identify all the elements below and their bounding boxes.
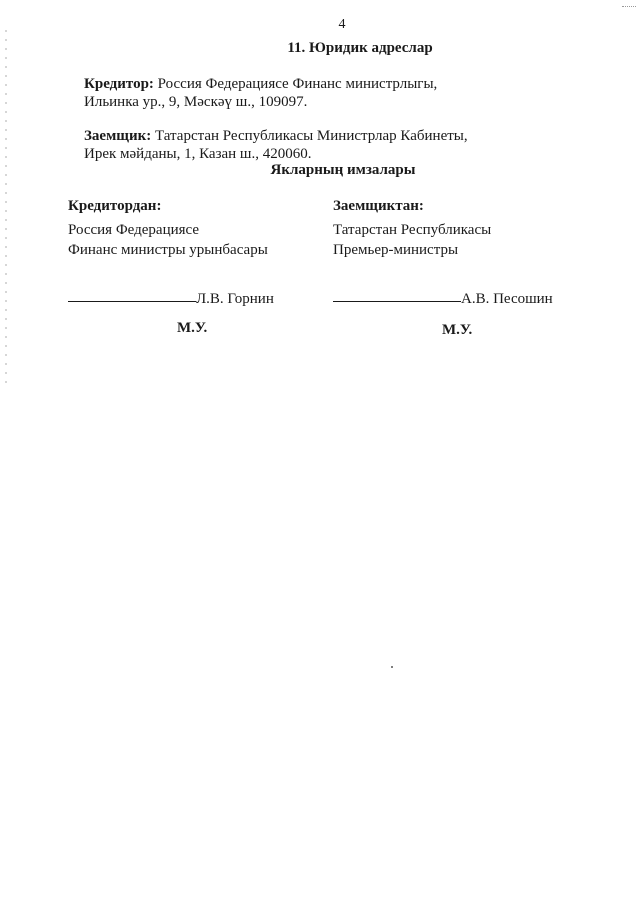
creditor-signatory-title <box>68 220 268 260</box>
scan-artifact-dot <box>391 666 393 668</box>
borrower-address-line1 <box>84 127 468 145</box>
creditor-address-line2: Ильинка ур., 9, Мәскәү ш., 109097. <box>84 94 308 110</box>
creditor-address-line1 <box>84 75 437 93</box>
section-title: 11. Юридик адреслар <box>287 40 433 56</box>
borrower-signatory-heading: Заемщиктан: <box>333 198 424 214</box>
margin-binding-marks <box>5 30 7 390</box>
creditor-org: Россия Федерациясе Финанс министрлыгы, <box>153 76 438 92</box>
signatures-title: Якларның имзалары <box>270 162 416 178</box>
borrower-signatory-title-line1: Татарстан Республикасы <box>333 222 492 238</box>
borrower-signature-rule <box>333 300 461 302</box>
creditor-signatory-title-line1: Россия Федерациясе <box>68 222 200 238</box>
borrower-signatory-title-line2: Премьер-министры <box>333 242 459 258</box>
creditor-stamp-placeholder: М.У. <box>177 320 208 336</box>
borrower-org: Татарстан Республикасы Министрлар Кабинеты, <box>151 128 468 144</box>
creditor-label: Кредитор: <box>84 76 154 92</box>
borrower-signatory-title <box>333 220 491 260</box>
borrower-address <box>84 127 468 163</box>
borrower-address-line2: Ирек мәйданы, 1, Казан ш., 420060. <box>84 146 312 162</box>
borrower-label: Заемщик: <box>84 128 152 144</box>
borrower-signatory-name: А.В. Песошин <box>461 291 553 307</box>
creditor-signatory-heading: Кредитордан: <box>68 198 162 214</box>
borrower-stamp-placeholder: М.У. <box>442 322 473 338</box>
corner-mark <box>622 0 636 7</box>
creditor-signatory-title-line2: Финанс министры урынбасары <box>68 242 268 258</box>
creditor-signature-line <box>68 289 274 309</box>
borrower-signature-line <box>333 289 553 309</box>
page-number: 4 <box>338 17 346 32</box>
creditor-signatory-name: Л.В. Горнин <box>196 291 274 307</box>
creditor-address <box>84 75 437 111</box>
creditor-signature-rule <box>68 300 196 302</box>
